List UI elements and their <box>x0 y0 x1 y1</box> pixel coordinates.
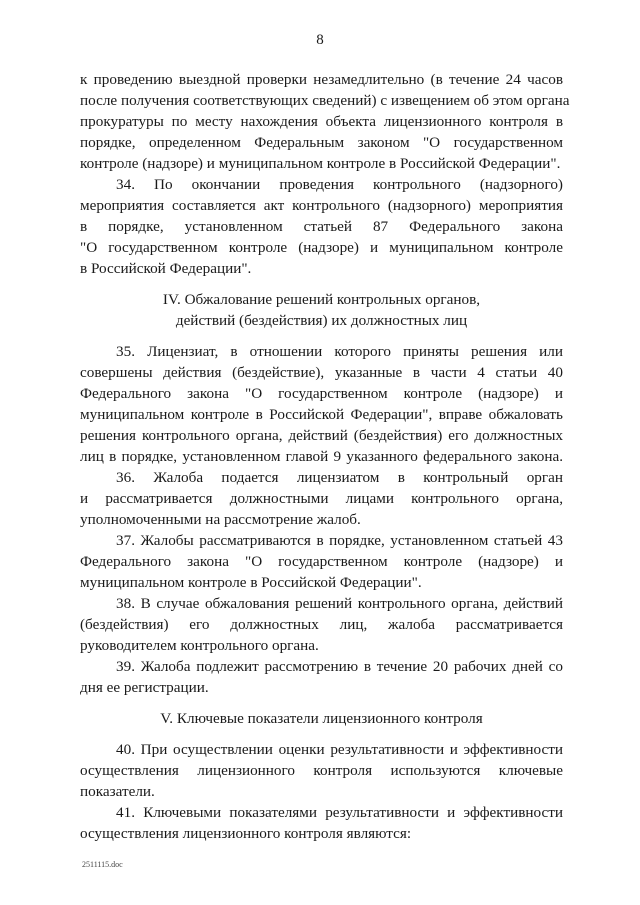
text-line: 34. По окончании проведения контрольного (надзорного) <box>116 176 563 193</box>
text-line: муниципальном контроле в Российской Федерации", вправе обжаловать <box>80 406 563 423</box>
text-line: муниципальном контроле в Российской Федерации". <box>80 574 422 591</box>
text-line: 35. Лицензиат, в отношении которого приняты решения или <box>116 343 563 360</box>
text-line: в Российской Федерации". <box>80 260 252 277</box>
text-line: и рассматривается должностными лицами контрольного органа, <box>80 490 563 507</box>
text-line: лиц в порядке, установленном главой 9 указанного федерального закона. <box>80 448 563 465</box>
text-line: в порядке, установленном статьей 87 Федерального закона <box>80 218 563 235</box>
text-line: контроле (надзоре) и муниципальном контроле в Российской Федерации". <box>80 155 561 172</box>
text-line: показатели. <box>80 783 155 800</box>
text-line: прокуратуры по месту нахождения объекта лицензионного контроля в <box>80 113 563 130</box>
text-line: мероприятия составляется акт контрольного (надзорного) мероприятия <box>80 197 563 214</box>
text-line: после получения соответствующих сведений) с извещением об этом органа <box>80 92 570 109</box>
text-line: руководителем контрольного органа. <box>80 637 319 654</box>
text-line: 37. Жалобы рассматриваются в порядке, установленном статьей 43 <box>116 532 563 549</box>
page-number: 8 <box>316 32 324 48</box>
text-line: (бездействия) его должностных лиц, жалоба рассматривается <box>80 616 563 633</box>
text-line: Федерального закона "О государственном контроле (надзоре) и <box>80 553 563 570</box>
text-line: решения контрольного органа, действий (бездействия) его должностных <box>80 427 563 444</box>
heading-line: действий (бездействия) их должностных лиц <box>175 312 468 329</box>
text-line: "О государственном контроле (надзоре) и муниципальном контроле <box>80 239 563 256</box>
text-line: 39. Жалоба подлежит рассмотрению в течение 20 рабочих дней со <box>116 658 563 675</box>
text-line: к проведению выездной проверки незамедлительно (в течение 24 часов <box>80 71 563 88</box>
text-line: уполномоченными на рассмотрение жалоб. <box>80 511 361 528</box>
text-line: совершены действия (бездействие), указанные в части 4 статьи 40 <box>80 364 563 381</box>
text-line: дня ее регистрации. <box>80 679 209 696</box>
text-line: порядке, определенном Федеральным законом "О государственном <box>80 134 563 151</box>
text-line: осуществления лицензионного контроля используются ключевые <box>80 762 563 779</box>
text-line: Федерального закона "О государственном контроле (надзоре) и <box>80 385 563 402</box>
heading-line: IV. Обжалование решений контрольных органов, <box>162 291 481 308</box>
document-code-footer: 2511115.doc <box>82 860 123 869</box>
text-line: 40. При осуществлении оценки результативности и эффективности <box>116 741 563 758</box>
text-line: 36. Жалоба подается лицензиатом в контрольный орган <box>116 469 563 486</box>
text-line: 38. В случае обжалования решений контрольного органа, действий <box>116 595 563 612</box>
section-v-heading: V. Ключевые показатели лицензионного контроля <box>160 710 483 727</box>
text-line: 41. Ключевыми показателями результативности и эффективности <box>116 804 563 821</box>
text-line: осуществления лицензионного контроля являются: <box>80 825 412 842</box>
